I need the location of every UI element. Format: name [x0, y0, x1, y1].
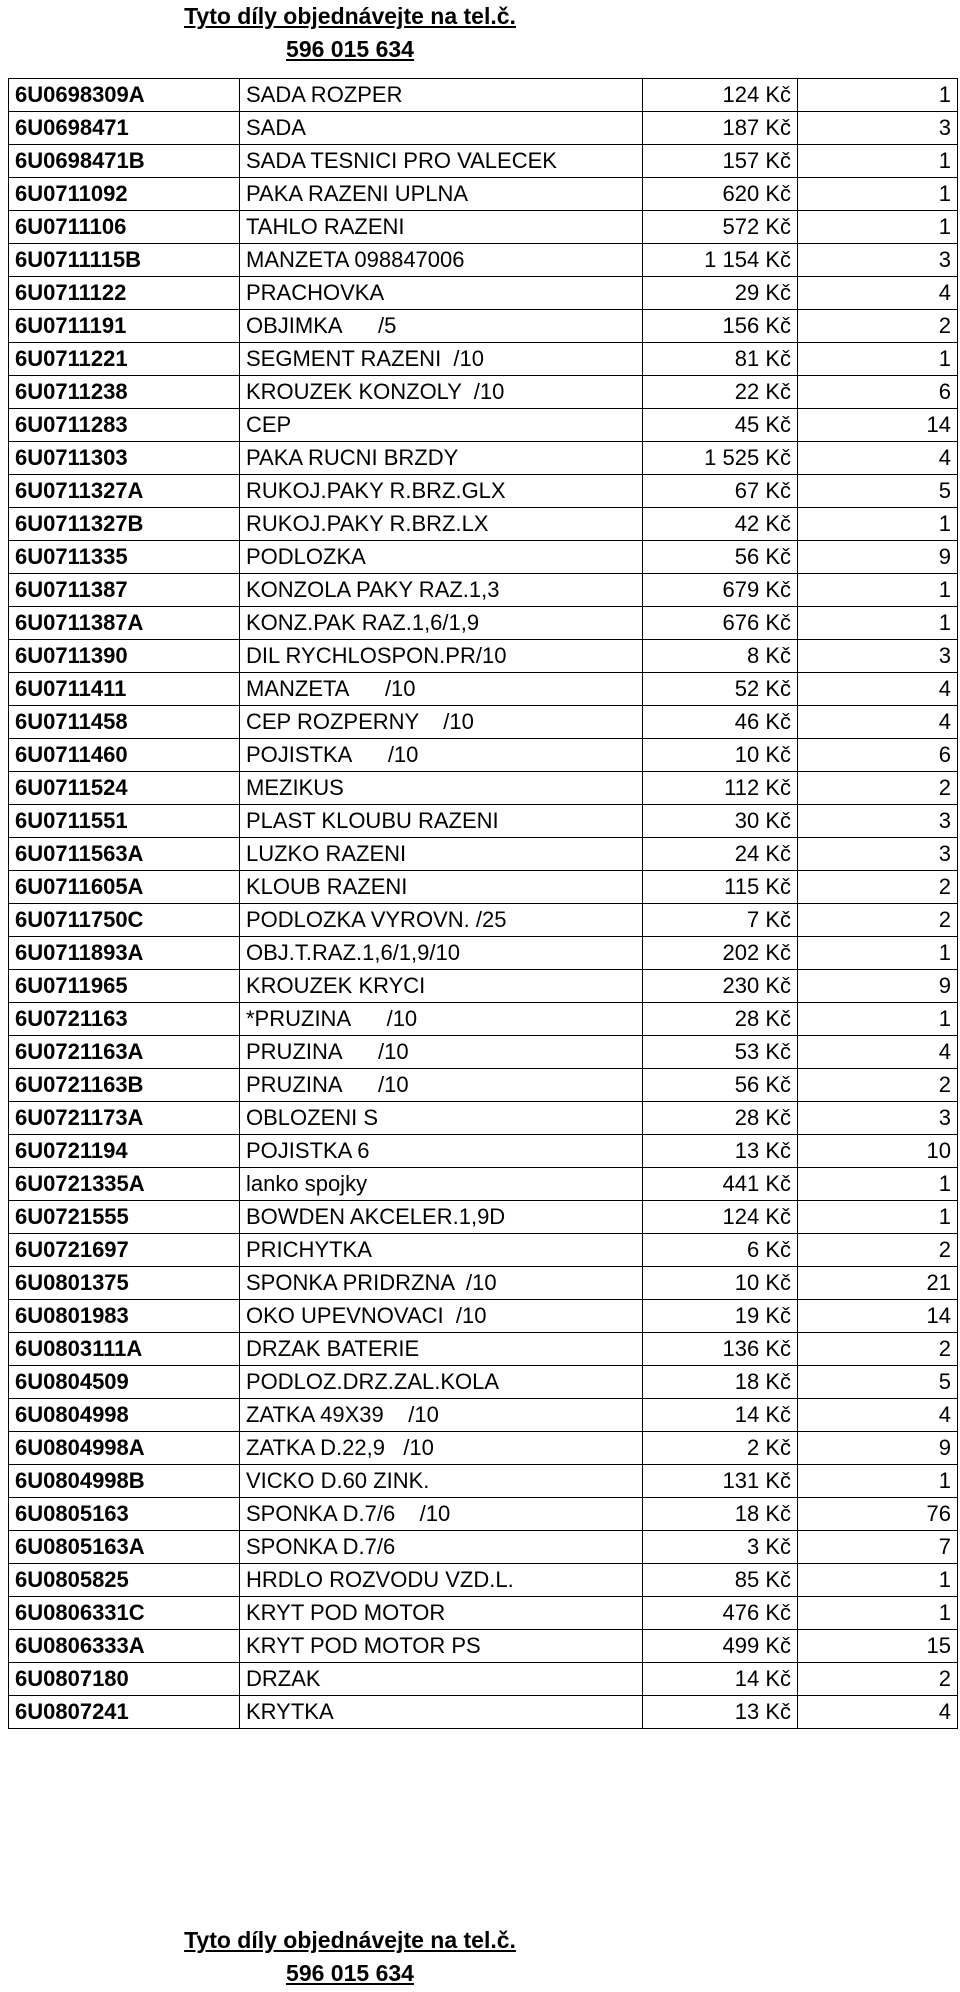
part-price: 10 Kč — [643, 739, 798, 772]
part-price: 81 Kč — [643, 343, 798, 376]
part-price: 10 Kč — [643, 1267, 798, 1300]
table-row — [9, 607, 958, 640]
table-row — [9, 409, 958, 442]
part-name: DIL RYCHLOSPON.PR/10 — [240, 640, 643, 673]
part-quantity: 9 — [798, 1432, 958, 1465]
part-quantity: 1 — [798, 937, 958, 970]
part-name: MEZIKUS — [240, 772, 643, 805]
part-code: 6U0711327B — [9, 508, 240, 541]
part-name: ZATKA D.22,9 /10 — [240, 1432, 643, 1465]
part-price: 14 Kč — [643, 1663, 798, 1696]
part-name: OBJ.T.RAZ.1,6/1,9/10 — [240, 937, 643, 970]
part-price: 112 Kč — [643, 772, 798, 805]
table-row — [9, 1366, 958, 1399]
part-name: SADA TESNICI PRO VALECEK — [240, 145, 643, 178]
part-quantity: 4 — [798, 1696, 958, 1729]
part-name: KRYTKA — [240, 1696, 643, 1729]
part-code: 6U0711327A — [9, 475, 240, 508]
parts-table — [8, 78, 958, 1729]
table-row — [9, 805, 958, 838]
table-row — [9, 277, 958, 310]
part-quantity: 1 — [798, 1168, 958, 1201]
part-price: 2 Kč — [643, 1432, 798, 1465]
part-code: 6U0803111A — [9, 1333, 240, 1366]
part-quantity: 5 — [798, 1366, 958, 1399]
part-code: 6U0721555 — [9, 1201, 240, 1234]
part-quantity: 1 — [798, 1564, 958, 1597]
part-name: OKO UPEVNOVACI /10 — [240, 1300, 643, 1333]
part-code: 6U0805825 — [9, 1564, 240, 1597]
part-name: PAKA RUCNI BRZDY — [240, 442, 643, 475]
part-quantity: 21 — [798, 1267, 958, 1300]
part-price: 7 Kč — [643, 904, 798, 937]
part-name: CEP — [240, 409, 643, 442]
table-row — [9, 442, 958, 475]
part-quantity: 7 — [798, 1531, 958, 1564]
table-row — [9, 904, 958, 937]
table-row — [9, 1267, 958, 1300]
table-row — [9, 970, 958, 1003]
part-quantity: 10 — [798, 1135, 958, 1168]
table-row — [9, 178, 958, 211]
part-quantity: 4 — [798, 673, 958, 706]
part-code: 6U0721697 — [9, 1234, 240, 1267]
table-row — [9, 1663, 958, 1696]
table-row — [9, 1069, 958, 1102]
part-name: MANZETA 098847006 — [240, 244, 643, 277]
table-row — [9, 376, 958, 409]
part-code: 6U0801983 — [9, 1300, 240, 1333]
part-price: 14 Kč — [643, 1399, 798, 1432]
part-quantity: 1 — [798, 508, 958, 541]
part-name: POJISTKA 6 — [240, 1135, 643, 1168]
part-price: 30 Kč — [643, 805, 798, 838]
part-price: 115 Kč — [643, 871, 798, 904]
table-row — [9, 1300, 958, 1333]
table-row — [9, 145, 958, 178]
part-code: 6U0721194 — [9, 1135, 240, 1168]
part-name: PRICHYTKA — [240, 1234, 643, 1267]
part-name: SADA — [240, 112, 643, 145]
part-quantity: 4 — [798, 442, 958, 475]
part-quantity: 6 — [798, 376, 958, 409]
table-row — [9, 79, 958, 112]
part-quantity: 2 — [798, 904, 958, 937]
part-price: 22 Kč — [643, 376, 798, 409]
part-price: 53 Kč — [643, 1036, 798, 1069]
table-row — [9, 739, 958, 772]
part-quantity: 2 — [798, 1069, 958, 1102]
table-row — [9, 1201, 958, 1234]
table-row — [9, 871, 958, 904]
part-price: 441 Kč — [643, 1168, 798, 1201]
part-code: 6U0711387 — [9, 574, 240, 607]
part-name: RUKOJ.PAKY R.BRZ.LX — [240, 508, 643, 541]
part-price: 572 Kč — [643, 211, 798, 244]
part-quantity: 3 — [798, 1102, 958, 1135]
part-code: 6U0711411 — [9, 673, 240, 706]
part-price: 136 Kč — [643, 1333, 798, 1366]
part-price: 29 Kč — [643, 277, 798, 310]
part-code: 6U0711458 — [9, 706, 240, 739]
table-row — [9, 211, 958, 244]
part-price: 124 Kč — [643, 79, 798, 112]
part-price: 124 Kč — [643, 1201, 798, 1234]
part-price: 202 Kč — [643, 937, 798, 970]
part-name: KROUZEK KONZOLY /10 — [240, 376, 643, 409]
part-code: 6U0711750C — [9, 904, 240, 937]
table-row — [9, 838, 958, 871]
part-price: 620 Kč — [643, 178, 798, 211]
part-name: VICKO D.60 ZINK. — [240, 1465, 643, 1498]
part-price: 52 Kč — [643, 673, 798, 706]
part-price: 476 Kč — [643, 1597, 798, 1630]
part-quantity: 4 — [798, 706, 958, 739]
part-code: 6U0806331C — [9, 1597, 240, 1630]
part-quantity: 4 — [798, 277, 958, 310]
part-quantity: 3 — [798, 112, 958, 145]
part-quantity: 1 — [798, 211, 958, 244]
table-row — [9, 1696, 958, 1729]
table-row — [9, 343, 958, 376]
table-row — [9, 310, 958, 343]
part-name: RUKOJ.PAKY R.BRZ.GLX — [240, 475, 643, 508]
part-price: 3 Kč — [643, 1531, 798, 1564]
header-order-note: Tyto díly objednávejte na tel.č. — [184, 3, 516, 29]
part-quantity: 5 — [798, 475, 958, 508]
part-quantity: 1 — [798, 145, 958, 178]
page-header — [0, 0, 700, 66]
part-name: KONZOLA PAKY RAZ.1,3 — [240, 574, 643, 607]
part-quantity: 1 — [798, 1003, 958, 1036]
table-row — [9, 541, 958, 574]
table-row — [9, 1003, 958, 1036]
part-price: 28 Kč — [643, 1102, 798, 1135]
part-name: PLAST KLOUBU RAZENI — [240, 805, 643, 838]
table-row — [9, 112, 958, 145]
part-price: 67 Kč — [643, 475, 798, 508]
part-name: KRYT POD MOTOR — [240, 1597, 643, 1630]
table-row — [9, 1036, 958, 1069]
part-quantity: 9 — [798, 541, 958, 574]
part-code: 6U0804998 — [9, 1399, 240, 1432]
part-name: SEGMENT RAZENI /10 — [240, 343, 643, 376]
part-name: PAKA RAZENI UPLNA — [240, 178, 643, 211]
table-row — [9, 706, 958, 739]
part-name: PODLOZKA — [240, 541, 643, 574]
part-code: 6U0711524 — [9, 772, 240, 805]
part-code: 6U0721163 — [9, 1003, 240, 1036]
part-price: 56 Kč — [643, 1069, 798, 1102]
part-code: 6U0711221 — [9, 343, 240, 376]
part-quantity: 2 — [798, 871, 958, 904]
part-code: 6U0711092 — [9, 178, 240, 211]
part-name: PRACHOVKA — [240, 277, 643, 310]
part-code: 6U0698471 — [9, 112, 240, 145]
part-code: 6U0711238 — [9, 376, 240, 409]
footer-phone-number: 596 015 634 — [286, 1960, 414, 1986]
table-row — [9, 1498, 958, 1531]
part-price: 46 Kč — [643, 706, 798, 739]
part-price: 42 Kč — [643, 508, 798, 541]
part-quantity: 2 — [798, 1234, 958, 1267]
part-code: 6U0711965 — [9, 970, 240, 1003]
table-row — [9, 673, 958, 706]
part-name: SADA ROZPER — [240, 79, 643, 112]
part-price: 18 Kč — [643, 1366, 798, 1399]
part-name: *PRUZINA /10 — [240, 1003, 643, 1036]
part-quantity: 1 — [798, 574, 958, 607]
part-quantity: 4 — [798, 1399, 958, 1432]
part-quantity: 3 — [798, 805, 958, 838]
part-price: 6 Kč — [643, 1234, 798, 1267]
part-name: KRYT POD MOTOR PS — [240, 1630, 643, 1663]
part-price: 676 Kč — [643, 607, 798, 640]
part-price: 13 Kč — [643, 1696, 798, 1729]
header-phone-number: 596 015 634 — [286, 36, 414, 62]
part-name: ZATKA 49X39 /10 — [240, 1399, 643, 1432]
table-row — [9, 937, 958, 970]
part-quantity: 1 — [798, 607, 958, 640]
part-quantity: 3 — [798, 640, 958, 673]
part-price: 18 Kč — [643, 1498, 798, 1531]
part-code: 6U0805163 — [9, 1498, 240, 1531]
part-code: 6U0711893A — [9, 937, 240, 970]
part-code: 6U0711191 — [9, 310, 240, 343]
part-price: 28 Kč — [643, 1003, 798, 1036]
part-code: 6U0711303 — [9, 442, 240, 475]
parts-table-body — [9, 79, 958, 1729]
part-name: PODLOZKA VYROVN. /25 — [240, 904, 643, 937]
part-code: 6U0804998B — [9, 1465, 240, 1498]
part-name: LUZKO RAZENI — [240, 838, 643, 871]
part-quantity: 4 — [798, 1036, 958, 1069]
part-quantity: 2 — [798, 1333, 958, 1366]
part-code: 6U0711106 — [9, 211, 240, 244]
part-code: 6U0698309A — [9, 79, 240, 112]
table-row — [9, 244, 958, 277]
part-quantity: 3 — [798, 244, 958, 277]
part-price: 1 525 Kč — [643, 442, 798, 475]
part-quantity: 15 — [798, 1630, 958, 1663]
part-name: POJISTKA /10 — [240, 739, 643, 772]
part-code: 6U0721173A — [9, 1102, 240, 1135]
part-code: 6U0698471B — [9, 145, 240, 178]
part-code: 6U0711563A — [9, 838, 240, 871]
part-price: 499 Kč — [643, 1630, 798, 1663]
part-price: 156 Kč — [643, 310, 798, 343]
part-price: 13 Kč — [643, 1135, 798, 1168]
part-code: 6U0804998A — [9, 1432, 240, 1465]
part-code: 6U0711551 — [9, 805, 240, 838]
part-code: 6U0711122 — [9, 277, 240, 310]
part-price: 24 Kč — [643, 838, 798, 871]
part-price: 157 Kč — [643, 145, 798, 178]
part-name: SPONKA D.7/6 — [240, 1531, 643, 1564]
table-row — [9, 1465, 958, 1498]
part-quantity: 9 — [798, 970, 958, 1003]
part-quantity: 1 — [798, 79, 958, 112]
part-code: 6U0721163B — [9, 1069, 240, 1102]
table-row — [9, 772, 958, 805]
table-row — [9, 1234, 958, 1267]
footer-order-note: Tyto díly objednávejte na tel.č. — [184, 1927, 516, 1953]
table-row — [9, 574, 958, 607]
table-row — [9, 1432, 958, 1465]
part-code: 6U0804509 — [9, 1366, 240, 1399]
part-quantity: 14 — [798, 1300, 958, 1333]
part-name: TAHLO RAZENI — [240, 211, 643, 244]
part-quantity: 1 — [798, 1201, 958, 1234]
part-code: 6U0805163A — [9, 1531, 240, 1564]
part-price: 230 Kč — [643, 970, 798, 1003]
table-row — [9, 1399, 958, 1432]
part-code: 6U0711605A — [9, 871, 240, 904]
part-code: 6U0711115B — [9, 244, 240, 277]
part-name: KLOUB RAZENI — [240, 871, 643, 904]
part-quantity: 2 — [798, 1663, 958, 1696]
part-name: DRZAK — [240, 1663, 643, 1696]
part-price: 45 Kč — [643, 409, 798, 442]
part-price: 19 Kč — [643, 1300, 798, 1333]
table-row — [9, 1564, 958, 1597]
part-code: 6U0711460 — [9, 739, 240, 772]
part-code: 6U0711390 — [9, 640, 240, 673]
part-price: 131 Kč — [643, 1465, 798, 1498]
part-code: 6U0801375 — [9, 1267, 240, 1300]
table-row — [9, 1630, 958, 1663]
part-code: 6U0807180 — [9, 1663, 240, 1696]
part-quantity: 2 — [798, 772, 958, 805]
table-row — [9, 1597, 958, 1630]
part-code: 6U0711283 — [9, 409, 240, 442]
part-name: HRDLO ROZVODU VZD.L. — [240, 1564, 643, 1597]
part-code: 6U0806333A — [9, 1630, 240, 1663]
table-row — [9, 508, 958, 541]
part-name: SPONKA PRIDRZNA /10 — [240, 1267, 643, 1300]
table-row — [9, 1135, 958, 1168]
part-code: 6U0721335A — [9, 1168, 240, 1201]
part-price: 85 Kč — [643, 1564, 798, 1597]
part-quantity: 76 — [798, 1498, 958, 1531]
part-name: OBJIMKA /5 — [240, 310, 643, 343]
part-name: CEP ROZPERNY /10 — [240, 706, 643, 739]
table-row — [9, 1531, 958, 1564]
table-row — [9, 640, 958, 673]
part-name: KROUZEK KRYCI — [240, 970, 643, 1003]
part-quantity: 14 — [798, 409, 958, 442]
page-footer — [0, 1924, 700, 1990]
part-quantity: 1 — [798, 1597, 958, 1630]
part-name: PRUZINA /10 — [240, 1036, 643, 1069]
table-row — [9, 1168, 958, 1201]
part-name: OBLOZENI S — [240, 1102, 643, 1135]
part-name: PRUZINA /10 — [240, 1069, 643, 1102]
part-quantity: 1 — [798, 343, 958, 376]
part-name: KONZ.PAK RAZ.1,6/1,9 — [240, 607, 643, 640]
part-quantity: 1 — [798, 178, 958, 211]
part-name: BOWDEN AKCELER.1,9D — [240, 1201, 643, 1234]
table-row — [9, 475, 958, 508]
part-name: PODLOZ.DRZ.ZAL.KOLA — [240, 1366, 643, 1399]
part-price: 679 Kč — [643, 574, 798, 607]
part-code: 6U0711335 — [9, 541, 240, 574]
part-code: 6U0807241 — [9, 1696, 240, 1729]
part-quantity: 1 — [798, 1465, 958, 1498]
part-quantity: 6 — [798, 739, 958, 772]
part-price: 187 Kč — [643, 112, 798, 145]
part-price: 1 154 Kč — [643, 244, 798, 277]
part-price: 56 Kč — [643, 541, 798, 574]
table-row — [9, 1102, 958, 1135]
part-name: DRZAK BATERIE — [240, 1333, 643, 1366]
part-name: SPONKA D.7/6 /10 — [240, 1498, 643, 1531]
part-code: 6U0721163A — [9, 1036, 240, 1069]
part-quantity: 2 — [798, 310, 958, 343]
part-quantity: 3 — [798, 838, 958, 871]
table-row — [9, 1333, 958, 1366]
part-price: 8 Kč — [643, 640, 798, 673]
part-name: MANZETA /10 — [240, 673, 643, 706]
part-code: 6U0711387A — [9, 607, 240, 640]
part-name: lanko spojky — [240, 1168, 643, 1201]
